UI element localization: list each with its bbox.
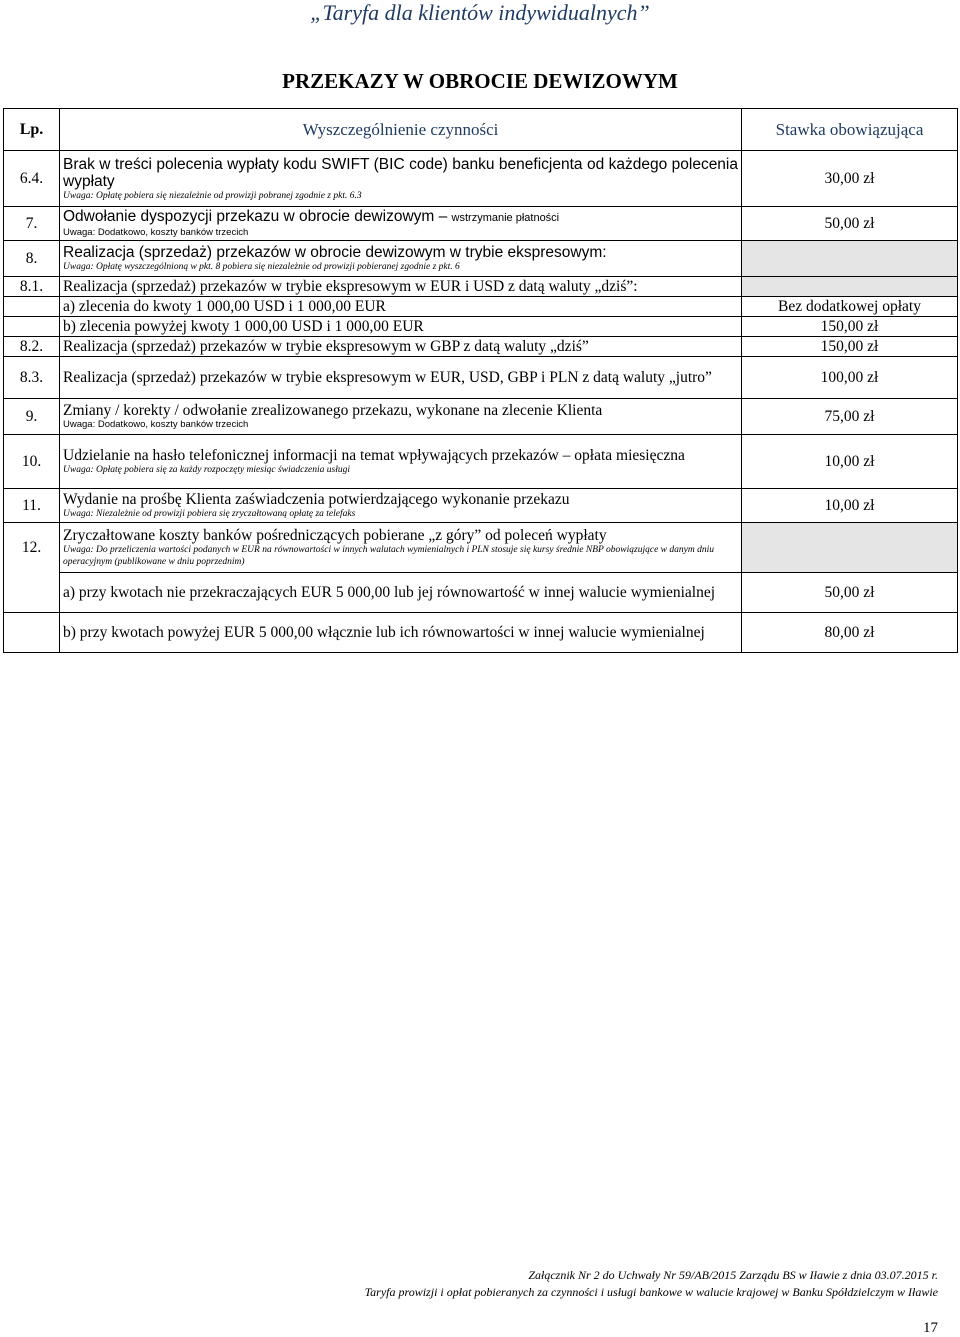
footer-tariff: Taryfa prowizji i opłat pobieranych za czynności i usługi bankowe w walucie krajowej w Banku Spółdzielczym w Iławie <box>364 1285 938 1299</box>
row-text: b) przy kwotach powyżej EUR 5 000,00 włącznie lub ich równowartości w innej walucie wymienialnej <box>60 613 742 653</box>
row-lp: 6.4. <box>4 151 60 207</box>
table-row <box>4 277 958 297</box>
table-row <box>4 337 958 357</box>
row-desc <box>60 207 742 241</box>
row-rate: 100,00 zł <box>742 357 958 399</box>
row-text: Wydanie na prośbę Klienta zaświadczenia potwierdzającego wykonanie przekazu <box>63 491 570 508</box>
row-text: Brak w treści polecenia wypłaty kodu SWIFT (BIC code) banku beneficjenta od każdego polecenia wypłaty <box>63 155 738 190</box>
table-row <box>4 489 958 523</box>
row-desc <box>60 523 742 573</box>
row-lp-empty <box>4 297 60 317</box>
row-rate-empty <box>742 241 958 277</box>
row-rate: 75,00 zł <box>742 399 958 435</box>
row-lp: 8.3. <box>4 357 60 399</box>
row-desc <box>60 241 742 277</box>
row-text: Realizacja (sprzedaż) przekazów w obrocie dewizowym w trybie ekspresowym: <box>63 244 607 261</box>
section-title: PRZEKAZY W OBROCIE DEWIZOWYM <box>282 69 678 93</box>
row-text: a) przy kwotach nie przekraczających EUR 5 000,00 lub jej równowartość w innej walucie wymienialnej <box>60 573 742 613</box>
table-row <box>4 523 958 573</box>
row-desc <box>60 151 742 207</box>
row-rate-empty <box>742 523 958 573</box>
row-rate: 80,00 zł <box>742 613 958 653</box>
table-row <box>4 241 958 277</box>
row-rate: 50,00 zł <box>742 207 958 241</box>
row-text: Odwołanie dyspozycji przekazu w obrocie dewizowym – <box>63 208 452 225</box>
row-note: Uwaga: Opłatę pobiera się za każdy rozpoczęty miesiąc świadczenia usługi <box>63 465 350 475</box>
row-text: Zmiany / korekty / odwołanie zrealizowanego przekazu, wykonane na zlecenie Klienta <box>63 402 603 419</box>
row-desc <box>60 489 742 523</box>
footer-resolution: Załącznik Nr 2 do Uchwały Nr 59/AB/2015 Zarządu BS w Iławie z dnia 03.07.2015 r. <box>528 1268 938 1282</box>
col-lp-header: Lp. <box>4 109 60 151</box>
row-lp: 8. <box>4 241 60 277</box>
row-lp: 8.1. <box>4 277 60 297</box>
table-row <box>4 399 958 435</box>
row-note: Uwaga: Niezależnie od prowizji pobiera się zryczałtowaną opłatę za telefaks <box>63 509 356 519</box>
row-rate: 150,00 zł <box>742 337 958 357</box>
row-text-small: wstrzymanie płatności <box>451 212 560 224</box>
row-note: Uwaga: Opłatę wyszczególnioną w pkt. 8 pobiera się niezależnie od prowizji pobieranej zgodnie z pkt. 6 <box>63 262 460 272</box>
page-number: 17 <box>923 1320 938 1336</box>
row-text: a) zlecenia do kwoty 1 000,00 USD i 1 000,00 EUR <box>60 297 742 317</box>
row-lp: 8.2. <box>4 337 60 357</box>
row-text: Realizacja (sprzedaż) przekazów w trybie ekspresowym w EUR, USD, GBP i PLN z datą waluty „jutro” <box>60 357 742 399</box>
row-lp-empty <box>4 573 60 613</box>
row-text: Udzielanie na hasło telefonicznej informacji na temat wpływających przekazów – opłata miesięczna <box>63 447 685 464</box>
row-note: Uwaga: Do przeliczenia wartości podanych w EUR na równowartości w innych walutach wymienialnych i PLN stosuje się kursy średnie NBP obowiązujące w danym dniu operacyjnym (publikowane w dniu poprzednim) <box>63 545 714 567</box>
row-rate: 10,00 zł <box>742 435 958 489</box>
table-row <box>4 357 958 399</box>
row-text: Zryczałtowane koszty banków pośredniczących pobierane „z góry” od poleceń wypłaty <box>63 527 607 544</box>
row-note: Uwaga: Dodatkowo, koszty banków trzecich <box>63 227 249 238</box>
row-lp-empty <box>4 613 60 653</box>
col-desc-header: Wyszczególnienie czynności <box>60 109 742 151</box>
table-row <box>4 207 958 241</box>
row-note: Uwaga: Dodatkowo, koszty banków trzecich <box>63 419 249 430</box>
row-text: Realizacja (sprzedaż) przekazów w trybie ekspresowym w GBP z datą waluty „dziś” <box>60 337 742 357</box>
row-rate: Bez dodatkowej opłaty <box>742 297 958 317</box>
table-row <box>4 573 958 613</box>
table-row <box>4 297 958 317</box>
row-rate-empty <box>742 277 958 297</box>
table-row <box>4 435 958 489</box>
row-lp: 9. <box>4 399 60 435</box>
row-rate: 150,00 zł <box>742 317 958 337</box>
row-text: Realizacja (sprzedaż) przekazów w trybie ekspresowym w EUR i USD z datą waluty „dziś”: <box>60 277 742 297</box>
col-rate-header: Stawka obowiązująca <box>742 109 958 151</box>
row-lp-empty <box>4 317 60 337</box>
row-lp: 11. <box>4 489 60 523</box>
row-text: b) zlecenia powyżej kwoty 1 000,00 USD i 1 000,00 EUR <box>60 317 742 337</box>
row-lp: 10. <box>4 435 60 489</box>
fee-table <box>3 108 958 653</box>
row-lp: 12. <box>4 523 60 573</box>
table-header-row <box>4 109 958 151</box>
document-header-title: „Taryfa dla klientów indywidualnych” <box>310 0 650 25</box>
row-rate: 10,00 zł <box>742 489 958 523</box>
row-desc <box>60 399 742 435</box>
table-row <box>4 151 958 207</box>
row-lp: 7. <box>4 207 60 241</box>
row-rate: 50,00 zł <box>742 573 958 613</box>
row-rate: 30,00 zł <box>742 151 958 207</box>
table-row <box>4 613 958 653</box>
table-row <box>4 317 958 337</box>
row-desc <box>60 435 742 489</box>
row-note: Uwaga: Opłatę pobiera się niezależnie od prowizji pobranej zgodnie z pkt. 6.3 <box>63 190 362 201</box>
